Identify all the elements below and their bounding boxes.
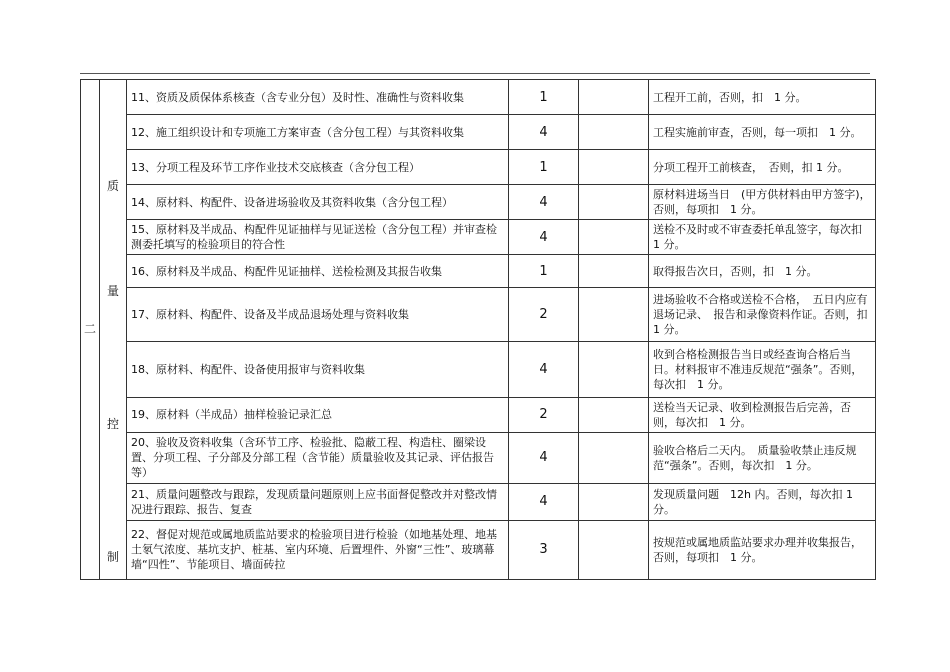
- item-text: 18、原材料、构配件、设备使用报审与资料收集: [127, 342, 509, 397]
- score-value: 4: [509, 115, 579, 150]
- category-char: 控: [106, 417, 119, 431]
- score-value: 4: [509, 342, 579, 397]
- note-text: 分项工程开工前核查， 否则，扣 1 分。: [649, 150, 876, 185]
- blank-cell: [579, 80, 649, 115]
- category-char: 质: [106, 179, 119, 193]
- item-text: 17、原材料、构配件、设备及半成品退场处理与资料收集: [127, 288, 509, 342]
- note-text: 发现质量问题 12h 内。否则，每次扣 1 分。: [649, 483, 876, 520]
- blank-cell: [579, 483, 649, 520]
- note-text: 按规范或属地质监站要求办理并收集报告，否则，每项扣 1 分。: [649, 520, 876, 579]
- table-row: [81, 520, 876, 579]
- table-row: [81, 115, 876, 150]
- top-rule: [80, 73, 870, 74]
- item-text: 16、原材料及半成品、构配件见证抽样、送检检测及其报告收集: [127, 255, 509, 288]
- item-text: 22、督促对规范或属地质监站要求的检验项目进行检验（如地基处理、地基土氡气浓度、基坑支护、桩基、室内环境、后置埋件、外窗“三性”、玻璃幕墙“四性”、节能项目、墙面砖拉: [127, 520, 509, 579]
- table-row: [81, 288, 876, 342]
- item-text: 20、验收及资料收集（含环节工序、检验批、隐蔽工程、构造柱、圈梁设置、分项工程、子分部及分部工程（含节能）质量验收及其记录、评估报告等）: [127, 432, 509, 483]
- category-cell: [100, 80, 127, 580]
- category-char: 制: [106, 550, 119, 564]
- blank-cell: [579, 432, 649, 483]
- section-number: 二: [81, 80, 100, 580]
- note-text: 原材料进场当日 (甲方供材料由甲方签字)，否则，每项扣 1 分。: [649, 185, 876, 220]
- score-value: 1: [509, 255, 579, 288]
- table-row: [81, 80, 876, 115]
- blank-cell: [579, 342, 649, 397]
- blank-cell: [579, 288, 649, 342]
- blank-cell: [579, 115, 649, 150]
- blank-cell: [579, 255, 649, 288]
- blank-cell: [579, 520, 649, 579]
- score-value: 2: [509, 288, 579, 342]
- note-text: 工程开工前，否则，扣 1 分。: [649, 80, 876, 115]
- note-text: 收到合格检测报告当日或经查询合格后当日。材料报审不准违反规范“强条”。否则，每次扣 1 分。: [649, 342, 876, 397]
- table-row: [81, 432, 876, 483]
- table-row: [81, 220, 876, 255]
- quality-control-table: [80, 79, 879, 580]
- score-value: 2: [509, 397, 579, 432]
- category-char: 量: [106, 284, 119, 298]
- score-value: 4: [509, 483, 579, 520]
- note-text: 送检当天记录、收到检测报告后完善，否则，每次扣 1 分。: [649, 397, 876, 432]
- table-row: [81, 397, 876, 432]
- table-row: [81, 342, 876, 397]
- score-value: 4: [509, 432, 579, 483]
- blank-cell: [579, 150, 649, 185]
- score-value: 4: [509, 220, 579, 255]
- note-text: 取得报告次日，否则，扣 1 分。: [649, 255, 876, 288]
- table-row: [81, 255, 876, 288]
- score-value: 1: [509, 150, 579, 185]
- item-text: 13、分项工程及环节工序作业技术交底核查（含分包工程）: [127, 150, 509, 185]
- table-row: [81, 483, 876, 520]
- note-text: 工程实施前审查，否则，每一项扣 1 分。: [649, 115, 876, 150]
- item-text: 21、质量问题整改与跟踪，发现质量问题原则上应书面督促整改并对整改情况进行跟踪、报告、复查: [127, 483, 509, 520]
- item-text: 11、资质及质保体系核查（含专业分包）及时性、准确性与资料收集: [127, 80, 509, 115]
- blank-cell: [579, 220, 649, 255]
- score-value: 4: [509, 185, 579, 220]
- score-value: 3: [509, 520, 579, 579]
- note-text: 进场验收不合格或送检不合格， 五日内应有退场记录、 报告和录像资料作证。否则，扣 1 分。: [649, 288, 876, 342]
- item-text: 14、原材料、构配件、设备进场验收及其资料收集（含分包工程）: [127, 185, 509, 220]
- item-text: 12、施工组织设计和专项施工方案审查（含分包工程）与其资料收集: [127, 115, 509, 150]
- blank-cell: [579, 185, 649, 220]
- note-text: 验收合格后二天内。 质量验收禁止违反规范“强条”。否则，每次扣 1 分。: [649, 432, 876, 483]
- table-row: [81, 150, 876, 185]
- score-value: 1: [509, 80, 579, 115]
- item-text: 19、原材料（半成品）抽样检验记录汇总: [127, 397, 509, 432]
- note-text: 送检不及时或不审查委托单乱签字，每次扣 1 分。: [649, 220, 876, 255]
- item-text: 15、原材料及半成品、构配件见证抽样与见证送检（含分包工程）并审查检测委托填写的检验项目的符合性: [127, 220, 509, 255]
- table-row: [81, 185, 876, 220]
- blank-cell: [579, 397, 649, 432]
